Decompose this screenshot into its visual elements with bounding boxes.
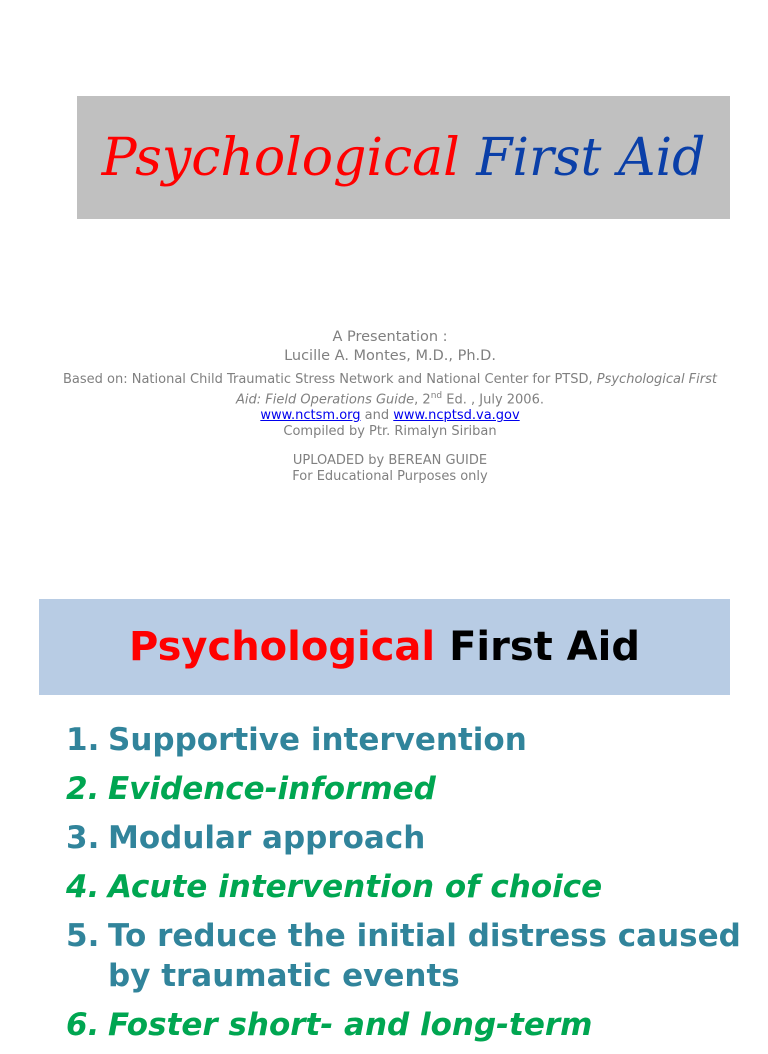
list-item-text: Acute intervention of choice bbox=[108, 869, 603, 905]
list-item bbox=[66, 1005, 746, 1045]
title-part-first-aid: First Aid bbox=[476, 127, 706, 188]
list-item bbox=[66, 867, 746, 907]
presenter-name: Lucille A. Montes, M.D., Ph.D. bbox=[284, 348, 496, 364]
compiled-by: Compiled by Ptr. Rimalyn Siriban bbox=[283, 424, 497, 440]
header-part-first-aid: First Aid bbox=[449, 624, 640, 670]
list-item-number: 4. bbox=[66, 869, 100, 905]
list-item-text: Foster short- and long-term bbox=[108, 1007, 593, 1043]
source-citation bbox=[60, 372, 720, 408]
title-part-psychological: Psychological bbox=[101, 127, 460, 188]
list-item-number: 6. bbox=[66, 1007, 100, 1043]
list-item bbox=[66, 818, 746, 858]
list-item bbox=[66, 720, 746, 760]
pfa-characteristics-list bbox=[66, 720, 746, 1054]
citation-prefix: Based on: National Child Traumatic Stress Network and National Center for PTSD, bbox=[62, 372, 597, 387]
credits-block bbox=[60, 328, 720, 485]
list-item bbox=[66, 769, 746, 809]
list-item-text: To reduce the initial distress caused by traumatic events bbox=[108, 918, 741, 994]
citation-edition-sup: nd bbox=[430, 391, 443, 401]
content-slide bbox=[0, 590, 768, 1043]
ncptsd-link[interactable]: www.ncptsd.va.gov bbox=[393, 408, 520, 424]
presentation-label: A Presentation : bbox=[332, 329, 448, 345]
links-joiner: and bbox=[360, 408, 394, 424]
citation-suffix: Ed. , July 2006. bbox=[442, 392, 544, 408]
links-line bbox=[60, 408, 720, 424]
list-item-text: Evidence-informed bbox=[108, 771, 436, 807]
header-part-psychological: Psychological bbox=[129, 624, 436, 670]
title-banner bbox=[77, 96, 730, 219]
citation-edition: , 2 bbox=[414, 392, 431, 408]
list-item-number: 1. bbox=[66, 722, 100, 758]
section-title bbox=[129, 624, 640, 670]
list-item bbox=[66, 916, 746, 996]
nctsm-link[interactable]: www.nctsm.org bbox=[260, 408, 361, 424]
uploaded-by: UPLOADED by BEREAN GUIDE bbox=[292, 453, 488, 469]
list-item-number: 2. bbox=[66, 771, 100, 807]
list-item-number: 5. bbox=[66, 918, 100, 954]
citation-title: Psychological First Aid: Field Operations Guide bbox=[236, 372, 717, 408]
section-header-banner bbox=[39, 599, 730, 695]
list-item-text: Supportive intervention bbox=[108, 722, 527, 758]
purpose-note: For Educational Purposes only bbox=[292, 469, 488, 485]
list-item-number: 3. bbox=[66, 820, 100, 856]
page-title bbox=[102, 128, 706, 188]
list-item-text: Modular approach bbox=[108, 820, 426, 856]
